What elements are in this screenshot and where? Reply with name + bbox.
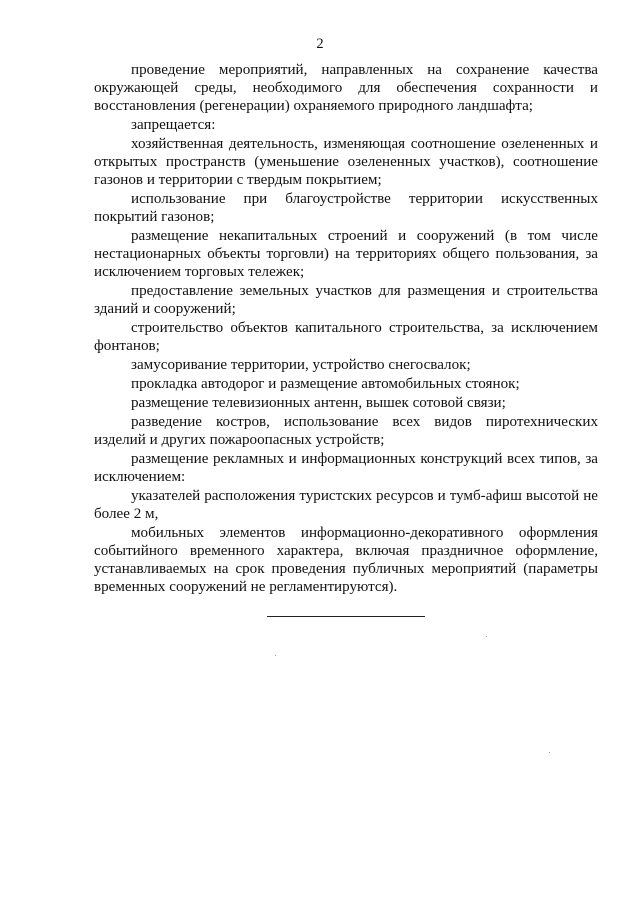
scan-speck — [275, 655, 276, 656]
paragraph-tourist-signs: указателей расположения туристских ресурсов и тумб-афиш высотой не более 2 м, — [94, 488, 598, 522]
paragraph-advertising: размещение рекламных и информационных конструкций всех типов, за исключением: — [94, 451, 598, 485]
paragraph-roads-parking: прокладка автодорог и размещение автомобильных стоянок; — [131, 376, 520, 392]
paragraph-capital-construction: строительство объектов капитального строительства, за исключением фонтанов; — [94, 320, 598, 354]
page-number: 2 — [316, 36, 324, 52]
scan-speck — [549, 752, 550, 753]
paragraph-fires-pyrotechnics: разведение костров, использование всех видов пиротехнических изделий и других пожароопасных устройств; — [94, 414, 598, 448]
paragraph-prohibited-heading: запрещается: — [131, 117, 216, 133]
paragraph-littering: замусоривание территории, устройство снегосвалок; — [131, 357, 471, 373]
paragraph-temporary-structures: размещение некапитальных строений и сооружений (в том числе нестационарных объекты торговли) на территориях общего пользования, за исключением торговых тележек; — [94, 228, 598, 280]
document-body — [94, 61, 598, 596]
paragraph-mobile-decor: мобильных элементов информационно-декоративного оформления событийного временного характера, включая праздничное оформление, устанавливаемых на срок проведения публичных мероприятий (параметры временных сооружений не регламентируются). — [94, 525, 598, 595]
paragraph-artificial-lawns: использование при благоустройстве территории искусственных покрытий газонов; — [94, 191, 598, 225]
paragraph-land-plots: предоставление земельных участков для размещения и строительства зданий и сооружений; — [94, 283, 598, 317]
scan-speck — [486, 636, 487, 637]
paragraph-environment-measures: проведение мероприятий, направленных на сохранение качества окружающей среды, необходимого для обеспечения сохранности и восстановления (регенерации) охраняемого природного ландшафта; — [94, 62, 598, 114]
closing-rule — [267, 616, 425, 617]
paragraph-economic-activity: хозяйственная деятельность, изменяющая соотношение озелененных и открытых пространств (уменьшение озелененных участков), соотношение газонов и территории с твердым покрытием; — [94, 136, 598, 188]
paragraph-antennas: размещение телевизионных антенн, вышек сотовой связи; — [131, 395, 506, 411]
